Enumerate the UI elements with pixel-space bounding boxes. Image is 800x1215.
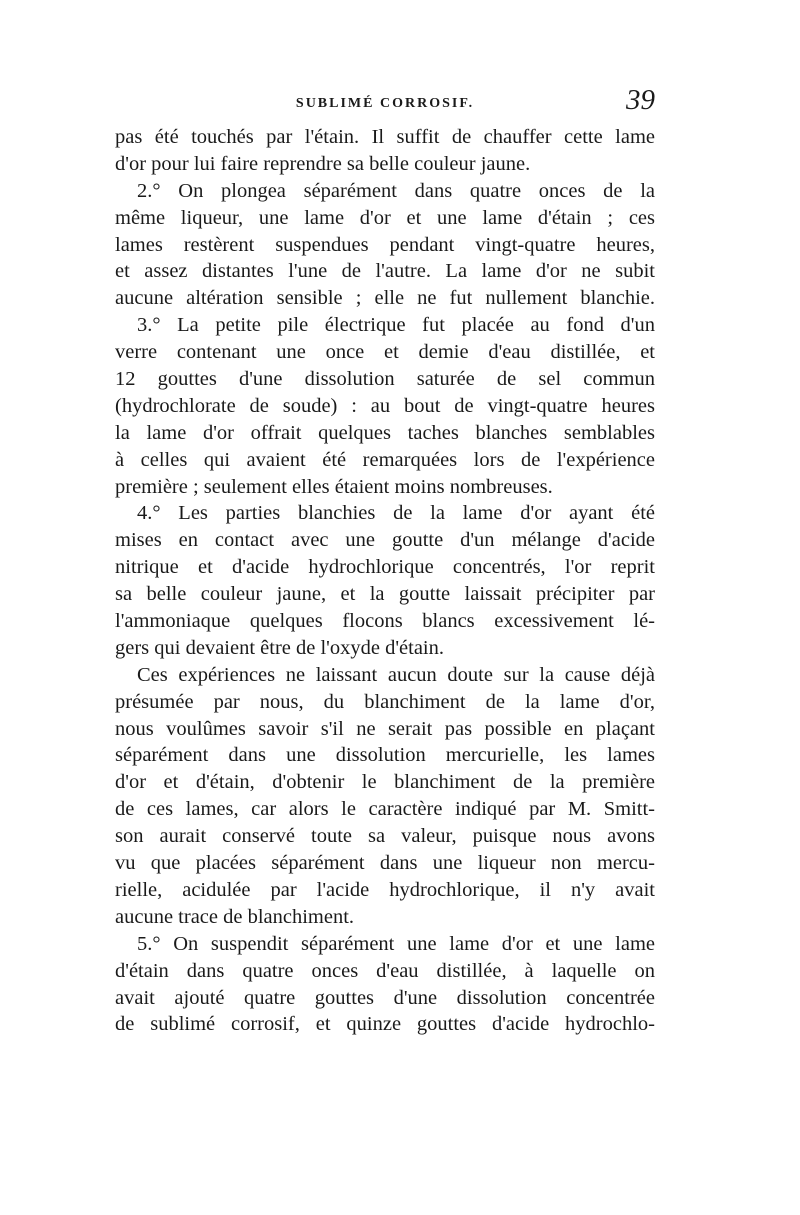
text-line: à celles qui avaient été remarquées lors de l'expérience (115, 448, 655, 471)
text-line: première ; seulement elles étaient moins nombreuses. (115, 475, 553, 498)
text-line: présumée par nous, du blanchiment de la lame d'or, (115, 690, 655, 713)
text-line: séparément dans une dissolution mercurielle, les lames (115, 744, 655, 767)
text-line: nous voulûmes savoir s'il ne serait pas possible en plaçant (115, 717, 655, 740)
text-line: d'étain dans quatre onces d'eau distillée, à laquelle on (115, 959, 655, 982)
running-head (115, 82, 655, 118)
text-line: aucune altération sensible ; elle ne fut nullement blanchie. (115, 287, 655, 310)
text-line: lames restèrent suspendues pendant vingt-quatre heures, (115, 233, 655, 256)
text-line: 2.° On plongea séparément dans quatre onces de la (137, 179, 655, 202)
text-line: Ces expériences ne laissant aucun doute sur la cause déjà (137, 663, 655, 686)
text-line: de ces lames, car alors le caractère indiqué par M. Smitt- (115, 798, 655, 821)
text-line: gers qui devaient être de l'oxyde d'étain. (115, 636, 445, 659)
text-line: même liqueur, une lame d'or et une lame d'étain ; ces (115, 206, 655, 229)
page-number: 39 (626, 84, 655, 116)
text-line: verre contenant une once et demie d'eau distillée, et (115, 341, 655, 364)
text-line: l'ammoniaque quelques flocons blancs excessivement lé- (115, 610, 655, 633)
text-line: (hydrochlorate de soude) : au bout de vingt-quatre heures (115, 394, 655, 417)
text-line: d'or et d'étain, d'obtenir le blanchiment de la première (115, 771, 655, 794)
text-line: avait ajouté quatre gouttes d'une dissolution concentrée (115, 986, 655, 1009)
text-line: aucune trace de blanchiment. (115, 905, 355, 928)
text-line: de sublimé corrosif, et quinze gouttes d'acide hydrochlo- (115, 1013, 655, 1036)
text-line: la lame d'or offrait quelques taches blanches semblables (115, 421, 655, 444)
text-line: 12 gouttes d'une dissolution saturée de sel commun (115, 368, 655, 391)
text-line: mises en contact avec une goutte d'un mélange d'acide (115, 529, 655, 552)
text-line: 3.° La petite pile électrique fut placée au fond d'un (137, 314, 655, 337)
text-line: sa belle couleur jaune, et la goutte laissait précipiter par (115, 583, 655, 606)
text-line: et assez distantes l'une de l'autre. La lame d'or ne subit (115, 260, 655, 283)
running-title: SUBLIMÉ CORROSIF. (295, 96, 475, 111)
text-line: rielle, acidulée par l'acide hydrochlorique, il n'y avait (115, 878, 655, 901)
text-line: d'or pour lui faire reprendre sa belle couleur jaune. (115, 152, 531, 175)
text-line: 4.° Les parties blanchies de la lame d'or ayant été (137, 502, 655, 525)
text-line: son aurait conservé toute sa valeur, puisque nous avons (115, 825, 655, 848)
text-line: pas été touchés par l'étain. Il suffit de chauffer cette lame (115, 126, 655, 148)
text-line: 5.° On suspendit séparément une lame d'or et une lame (137, 932, 655, 955)
text-line: vu que placées séparément dans une liqueur non mercu- (115, 852, 655, 875)
text-line: nitrique et d'acide hydrochlorique concentrés, l'or reprit (115, 556, 655, 579)
body-text (115, 124, 655, 1038)
